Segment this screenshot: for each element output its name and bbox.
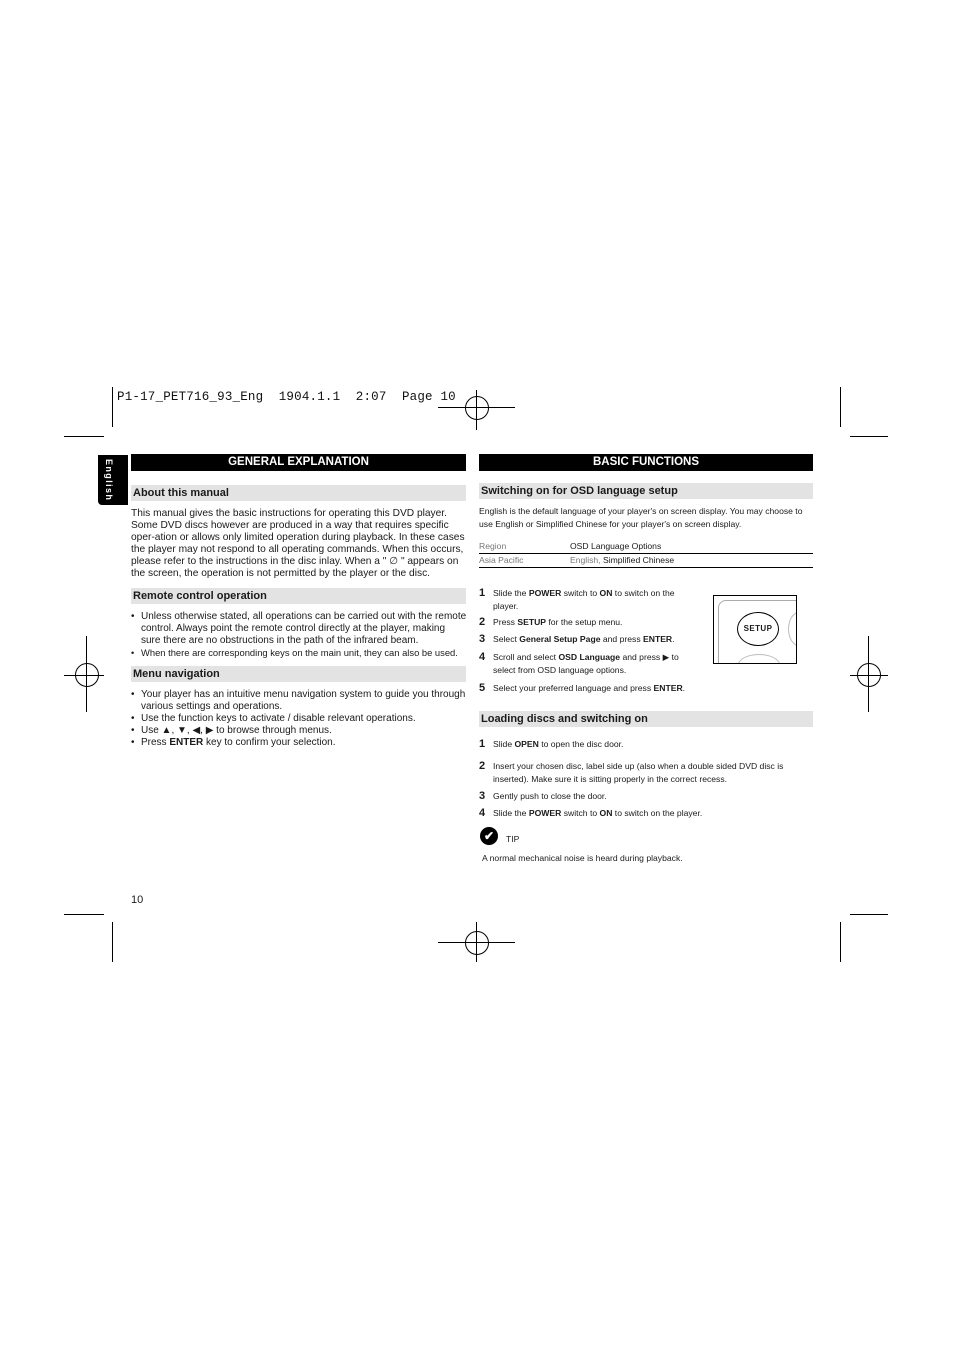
osd-steps [479, 587, 701, 681]
menu-navigation-list [131, 689, 467, 749]
list-item: 1 Slide the POWER switch to ON to switch on the player. [479, 587, 675, 611]
about-manual-text: This manual gives the basic instructions for operating this DVD player. Some DVD discs however are produced in a way that requires specific oper-ation or allows only limited operation during playback. In these cases the player may not respond to all operating commands. When this occurs, please refer to the instructions in the disc inlay. When a " ∅ " appears on the screen, the operation is not permitted by the player or the disc. [131, 508, 465, 579]
list-item: • When there are corresponding keys on the main unit, they can also be used. [131, 647, 467, 659]
language-tab-label: English [104, 459, 114, 502]
list-item: • Press ENTER key to confirm your selection. [131, 737, 467, 749]
table-header-options: OSD Language Options [570, 541, 662, 551]
remote-control-list [131, 611, 467, 659]
table-cell-options: English, Simplified Chinese [570, 555, 675, 565]
list-item: 3 Select General Setup Page and press ENTER. [479, 633, 675, 645]
print-slug: P1-17_PET716_93_Eng 1904.1.1 2:07 Page 10 [117, 390, 456, 404]
osd-steps-continued [479, 682, 813, 695]
list-item: 3 Gently push to close the door. [479, 790, 607, 802]
list-item: • Unless otherwise stated, all operations can be carried out with the remote control. Always point the remote control directly at the player, making sure there are no obstructions in the path of the infrared beam. [131, 611, 467, 647]
general-explanation-banner: GENERAL EXPLANATION [131, 454, 466, 471]
osd-language-table [479, 540, 813, 568]
list-item: • Your player has an intuitive menu navigation system to guide you through various settings and operations. [131, 689, 467, 713]
setup-button-illustration: SETUP [737, 612, 779, 646]
about-manual-heading: About this manual [131, 485, 466, 501]
loading-discs-heading: Loading discs and switching on [479, 711, 813, 727]
language-tab [98, 455, 128, 505]
remote-control-heading: Remote control operation [131, 588, 466, 604]
osd-setup-intro: English is the default language of your player's on screen display. You may choose to use English or Simplified Chinese for your player's on screen display. [479, 506, 803, 529]
menu-navigation-heading: Menu navigation [131, 666, 466, 682]
list-item: • Use the function keys to activate / disable relevant operations. [131, 713, 467, 725]
table-row [479, 554, 813, 567]
list-item: 5 Select your preferred language and press ENTER. [479, 682, 686, 694]
list-item: 4 Scroll and select OSD Language and press ▶ to select from OSD language options. [479, 651, 679, 675]
list-item: 4 Slide the POWER switch to ON to switch on the player. [479, 807, 703, 819]
list-item: 2 Insert your chosen disc, label side up (also when a double sided DVD disc is inserted). Make sure it is sitting properly in the correct recess. [479, 760, 784, 784]
list-item: • Use ▲, ▼, ◀, ▶ to browse through menus. [131, 725, 467, 737]
tip-text: A normal mechanical noise is heard during playback. [482, 853, 683, 863]
list-item: 2 Press SETUP for the setup menu. [479, 616, 623, 628]
list-item: 1 Slide OPEN to open the disc door. [479, 738, 624, 750]
basic-functions-banner: BASIC FUNCTIONS [479, 454, 813, 471]
osd-setup-heading: Switching on for OSD language setup [479, 483, 813, 499]
page-number: 10 [131, 894, 144, 906]
remote-illustration [713, 595, 797, 664]
checkmark-icon: ✔ [480, 827, 498, 845]
table-row [479, 540, 813, 553]
tip-label: TIP [506, 834, 520, 844]
table-header-region: Region [479, 541, 507, 551]
loading-steps [479, 738, 813, 820]
table-cell-region: Asia Pacific [479, 555, 524, 565]
